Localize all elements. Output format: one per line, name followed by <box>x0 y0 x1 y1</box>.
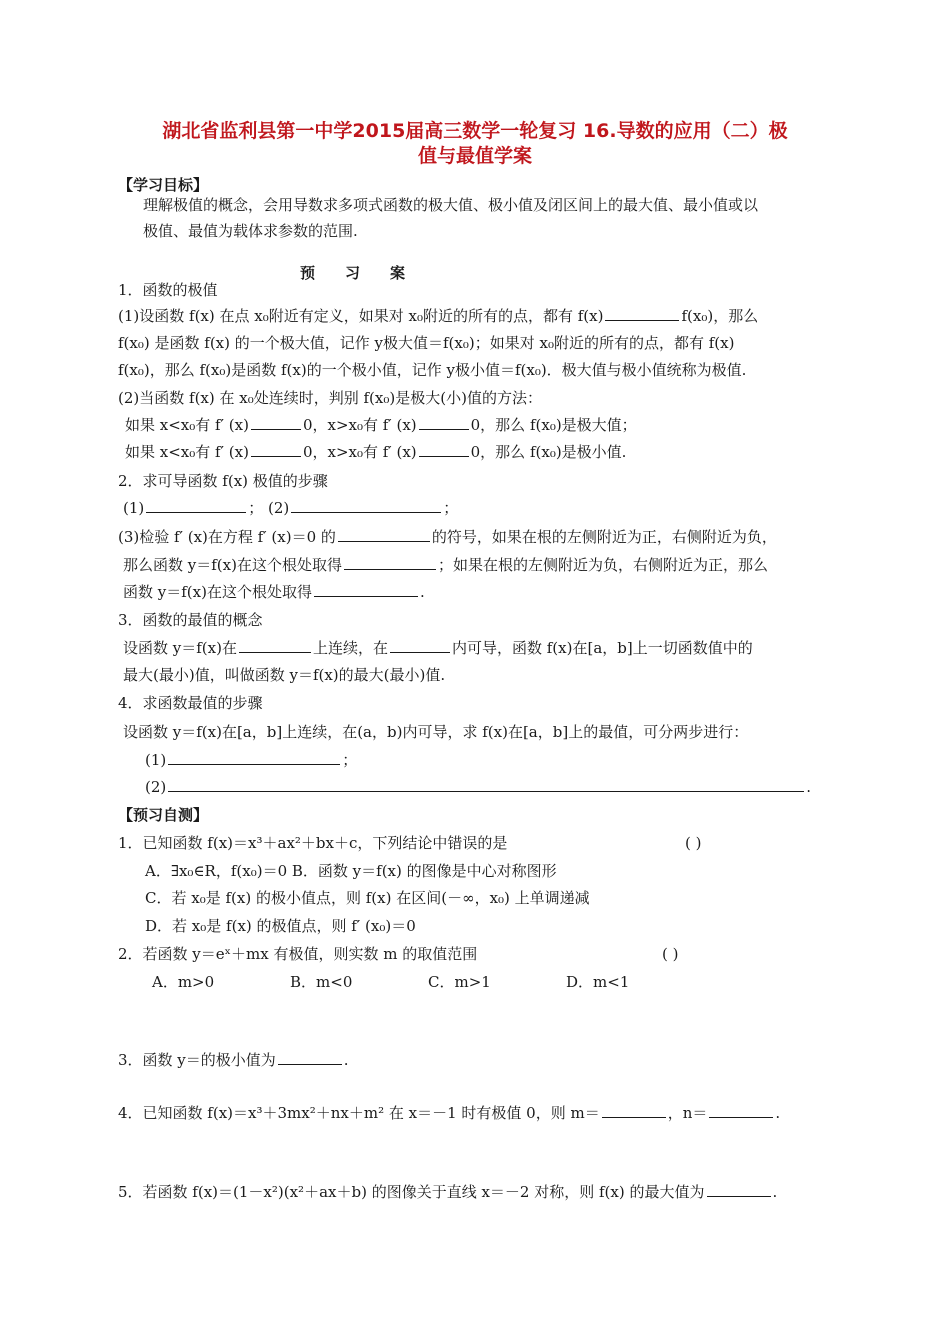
answer-blank[interactable] <box>390 638 450 653</box>
s3-heading: 3．函数的最值的概念 <box>118 611 263 629</box>
selftest-header: 【预习自测】 <box>118 806 209 824</box>
s4-p3-text-b: . <box>806 778 812 796</box>
s1-p4: (2)当函数 f(x) 在 x₀处连续时，判别 f(x₀)是极大(小)值的方法： <box>118 389 542 407</box>
s1-p5 <box>125 415 637 435</box>
answer-blank[interactable] <box>707 1182 771 1197</box>
s1-p3: f(x₀)，那么 f(x₀)是函数 f(x)的一个极小值，记作 y极小值＝f(x₀)．极大值与极小值统称为极值. <box>118 361 747 379</box>
s4-p2-text-a: (1) <box>145 751 167 769</box>
objectives-line-2: 极值、最值为载体求参数的范围. <box>143 222 358 240</box>
s4-p3-text-a: (2) <box>145 778 167 796</box>
q1-option-d: D．若 x₀是 f(x) 的极值点，则 f′ (x₀)＝0 <box>145 917 416 935</box>
objectives-line-1: 理解极值的概念，会用导数求多项式函数的极大值、极小值及闭区间上的最大值、最小值或以 <box>143 196 759 214</box>
s4-p2-text-b: ； <box>342 751 358 769</box>
s1-p5-text-b: 0，x>x₀有 f′ (x) <box>302 416 417 434</box>
s2-p1 <box>123 498 458 518</box>
answer-blank[interactable] <box>251 442 301 457</box>
answer-blank[interactable] <box>291 498 441 513</box>
q5-text-a: 5．若函数 f(x)＝(1－x²)(x²＋ax＋b) 的图像关于直线 x＝－2 对称，则 f(x) 的最大值为 <box>118 1183 705 1201</box>
q4 <box>118 1103 780 1123</box>
answer-blank[interactable] <box>239 638 311 653</box>
s1-p5-text-c: 0，那么 f(x₀)是极大值； <box>470 416 637 434</box>
s1-p1-text-a: (1)设函数 f(x) 在点 x₀附近有定义，如果对 x₀附近的所有的点，都有 f(x) <box>118 307 604 325</box>
q2-answer-paren[interactable]: ( ) <box>662 945 679 963</box>
q3-text-b: . <box>343 1051 349 1069</box>
answer-blank[interactable] <box>278 1050 342 1065</box>
s4-p2 <box>145 750 357 770</box>
s1-p1 <box>118 306 758 326</box>
s2-p1-text-a: (1) <box>123 499 145 517</box>
q2-option-a: A．m>0 <box>152 973 215 991</box>
s2-p3-text-b: ；如果在根的左侧附近为负，右侧附近为正，那么 <box>437 556 768 574</box>
s3-p2: 最大(最小)值，叫做函数 y＝f(x)的最大(最小)值. <box>123 666 446 684</box>
answer-blank[interactable] <box>419 442 469 457</box>
answer-blank[interactable] <box>251 415 301 430</box>
q4-text-b: ，n＝ <box>667 1104 708 1122</box>
s2-p3-text-a: 那么函数 y＝f(x)在这个根处取得 <box>123 556 342 574</box>
s2-heading: 2．求可导函数 f(x) 极值的步骤 <box>118 472 328 490</box>
q2-option-b: B．m<0 <box>290 973 353 991</box>
s1-p6-text-b: 0，x>x₀有 f′ (x) <box>302 443 417 461</box>
q4-text-a: 4．已知函数 f(x)＝x³＋3mx²＋nx＋m² 在 x＝－1 时有极值 0，则 m＝ <box>118 1104 600 1122</box>
s4-p3 <box>145 777 811 797</box>
answer-blank[interactable] <box>168 777 804 792</box>
s1-p6-text-c: 0，那么 f(x₀)是极小值. <box>470 443 627 461</box>
q1-option-c: C．若 x₀是 f(x) 的极小值点，则 f(x) 在区间(－∞，x₀) 上单调递减 <box>145 889 590 907</box>
s2-p4-text-a: 函数 y＝f(x)在这个根处取得 <box>123 583 312 601</box>
q2-option-c: C．m>1 <box>428 973 491 991</box>
s2-p2 <box>118 527 777 547</box>
q5-text-b: . <box>772 1183 778 1201</box>
q3-text-a: 3．函数 y＝的极小值为 <box>118 1051 276 1069</box>
q4-text-c: . <box>775 1104 781 1122</box>
s1-p2: f(x₀) 是函数 f(x) 的一个极大值，记作 y极大值＝f(x₀)；如果对 x₀附近的所有的点，都有 f(x) <box>118 334 735 352</box>
answer-blank[interactable] <box>602 1103 666 1118</box>
title-line-2: 值与最值学案 <box>417 145 532 167</box>
s3-p1-text-b: 上连续，在 <box>312 639 388 657</box>
s3-p1 <box>123 638 753 658</box>
answer-blank[interactable] <box>344 555 436 570</box>
objectives-header: 【学习目标】 <box>118 176 209 194</box>
s2-p2-text-b: 的符号，如果在根的左侧附近为正，右侧附近为负， <box>431 528 777 546</box>
s1-p6 <box>125 442 626 462</box>
answer-blank[interactable] <box>338 527 430 542</box>
s1-heading: 1．函数的极值 <box>118 281 218 299</box>
s3-p1-text-a: 设函数 y＝f(x)在 <box>123 639 237 657</box>
s2-p1-text-b: ； (2) <box>248 499 290 517</box>
preview-header: 预习案 <box>300 264 436 282</box>
s3-p1-text-c: 内可导，函数 f(x)在[a，b]上一切函数值中的 <box>451 639 753 657</box>
q1-option-a-b: A．∃x₀∈R，f(x₀)＝0 B．函数 y＝f(x) 的图像是中心对称图形 <box>145 862 557 880</box>
s2-p2-text-a: (3)检验 f′ (x)在方程 f′ (x)＝0 的 <box>118 528 336 546</box>
answer-blank[interactable] <box>419 415 469 430</box>
s2-p3 <box>123 555 768 575</box>
q5 <box>118 1182 777 1202</box>
s1-p5-text-a: 如果 x<x₀有 f′ (x) <box>125 416 249 434</box>
s4-p1: 设函数 y＝f(x)在[a，b]上连续，在(a，b)内可导，求 f(x)在[a，b]上的最值，可分两步进行： <box>123 723 749 741</box>
q2-option-d: D．m<1 <box>566 973 630 991</box>
s1-p1-text-b: f(x₀)，那么 <box>681 307 759 325</box>
title-line-1: 湖北省监利县第一中学2015届高三数学一轮复习 16.导数的应用（二）极 <box>162 120 788 142</box>
s2-p4-text-b: . <box>419 583 425 601</box>
s4-heading: 4．求函数最值的步骤 <box>118 694 263 712</box>
answer-blank[interactable] <box>314 582 418 597</box>
answer-blank[interactable] <box>168 750 340 765</box>
s2-p4 <box>123 582 425 602</box>
s2-p1-text-c: ； <box>443 499 459 517</box>
q1-answer-paren[interactable]: ( ) <box>685 834 702 852</box>
q2-stem: 2．若函数 y＝eˣ＋mx 有极值，则实数 m 的取值范围 <box>118 945 478 963</box>
answer-blank[interactable] <box>146 498 246 513</box>
s1-p6-text-a: 如果 x<x₀有 f′ (x) <box>125 443 249 461</box>
q3 <box>118 1050 349 1070</box>
answer-blank[interactable] <box>605 306 679 321</box>
q1-stem: 1．已知函数 f(x)＝x³＋ax²＋bx＋c，下列结论中错误的是 <box>118 834 508 852</box>
answer-blank[interactable] <box>709 1103 773 1118</box>
